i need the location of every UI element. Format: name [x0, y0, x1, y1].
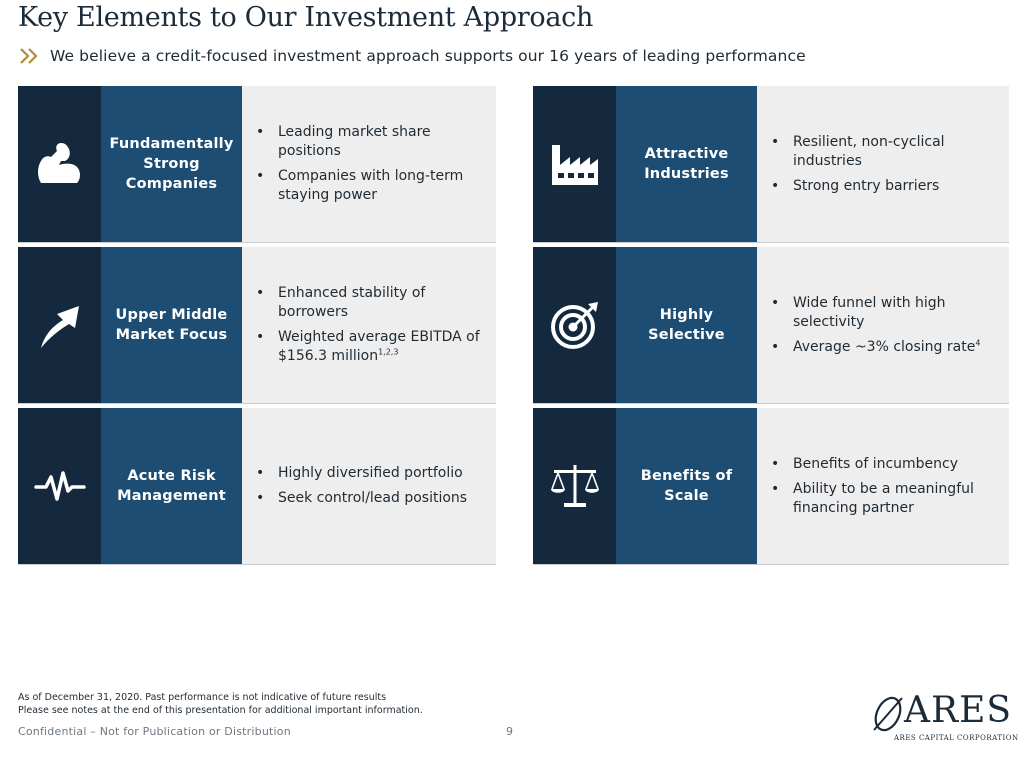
company-logo: [866, 688, 1019, 748]
footnote-ref: 4: [975, 337, 981, 347]
icon-cell: [533, 408, 616, 564]
logo-subtitle: ARES CAPITAL CORPORATION: [894, 734, 1019, 742]
list-item: • Enhanced stability of borrowers: [256, 285, 426, 320]
list-item: • Companies with long-term staying power: [256, 168, 464, 203]
double-chevron-icon: [18, 46, 44, 66]
page-number: 9: [506, 725, 513, 738]
element-row: [533, 86, 1009, 243]
element-label: Attractive Industries: [644, 146, 729, 182]
element-row: [18, 86, 496, 243]
list-item: • Benefits of incumbency: [771, 455, 959, 472]
list-item: • Seek control/lead positions: [256, 490, 468, 506]
confidential-notice: Confidential – Not for Publication or Distribution: [18, 725, 291, 738]
list-item: • Average ~3% closing rate$^4$: [771, 337, 981, 355]
factory-icon: [548, 137, 602, 191]
heartbeat-icon: [33, 459, 87, 513]
bullet-list: [757, 408, 1009, 564]
label-cell: [101, 86, 242, 242]
list-item: • Ability to be a meaningful financing partner: [771, 480, 974, 516]
target-icon: [548, 298, 602, 352]
list-item: • Wide funnel with high selectivity: [771, 294, 946, 330]
label-cell: [616, 86, 757, 242]
up-arrow-icon: [33, 298, 87, 352]
bullet-list: [757, 247, 1009, 403]
icon-cell: [18, 86, 101, 242]
icon-cell: [18, 408, 101, 564]
list-item: • Resilient, non-cyclical industries: [771, 133, 945, 169]
label-cell: [101, 247, 242, 403]
bullet-list: [242, 408, 496, 564]
element-row: [533, 408, 1009, 565]
flexed-arm-icon: [33, 137, 87, 191]
icon-cell: [533, 247, 616, 403]
element-label: Acute Risk Management: [117, 468, 226, 504]
icon-cell: [18, 247, 101, 403]
list-item: • Leading market share positions: [256, 124, 431, 159]
label-cell: [101, 408, 242, 564]
subtitle-line: [18, 44, 806, 68]
element-label: Benefits of Scale: [640, 468, 733, 504]
list-item: • Strong entry barriers: [771, 177, 940, 194]
label-cell: [616, 247, 757, 403]
label-cell: [616, 408, 757, 564]
bullet-list: [757, 86, 1009, 242]
bullet-list: [242, 247, 496, 403]
element-label: Upper Middle Market Focus: [115, 307, 228, 343]
footnote-ref: 1,2,3: [378, 347, 399, 357]
list-item: • Weighted average EBITDA of $156.3 million$^{1,2,3}$: [256, 329, 480, 364]
element-row: [18, 247, 496, 404]
element-label: Fundamentally Strong Companies: [109, 136, 234, 192]
logo-wordmark: ARES: [904, 690, 1013, 731]
scales-icon: [548, 459, 602, 513]
element-row: [533, 247, 1009, 404]
icon-cell: [533, 86, 616, 242]
page-title: Key Elements to Our Investment Approach: [18, 2, 594, 33]
list-item: • Highly diversified portfolio: [256, 465, 463, 481]
element-row: [18, 408, 496, 565]
subtitle-text: We believe a credit-focused investment approach supports our 16 years of leading performance: [50, 47, 806, 65]
bullet-list: [242, 86, 496, 242]
footnote: As of December 31, 2020. Past performance is not indicative of future results Please see notes at the end of this presentation for additional important information.: [18, 692, 423, 716]
element-label: Highly Selective: [648, 307, 725, 343]
